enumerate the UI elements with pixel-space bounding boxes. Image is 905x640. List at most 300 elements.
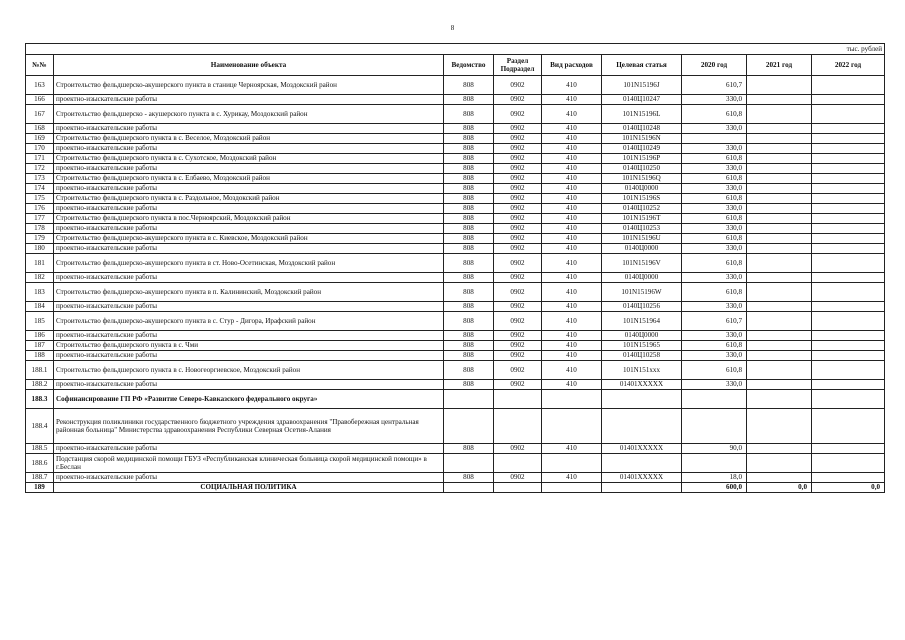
cell-name: проектно-изыскательские работы [54, 244, 444, 254]
header-2022: 2022 год [812, 55, 885, 76]
cell-target-article: 0140Ц0000 [602, 331, 682, 341]
cell-target-article: 101N15196P [602, 154, 682, 164]
table-row [26, 124, 885, 134]
cell-2021 [747, 95, 812, 105]
cell-name: Строительство фельдшерско-акушерского пункта в станице Черноярская, Моздокский район [54, 76, 444, 95]
cell-2021: 0,0 [747, 483, 812, 493]
cell-dept: 808 [444, 331, 494, 341]
cell-target-article [602, 483, 682, 493]
table-row [26, 454, 885, 473]
cell-name: Строительство фельдшерского пункта в с. Елбаево, Моздокский район [54, 174, 444, 184]
cell-2020: 330,0 [682, 144, 747, 154]
cell-name: Реконструкция поликлиники государственного бюджетного учреждения здравоохранения "Правобережная центральная районная больница" Министерства здравоохранения Республики Северная Осетия-Алания [54, 409, 444, 444]
cell-2020 [682, 134, 747, 144]
table-row [26, 214, 885, 224]
cell-dept: 808 [444, 351, 494, 361]
table-row [26, 361, 885, 380]
table-body [26, 76, 885, 493]
cell-2021 [747, 204, 812, 214]
cell-2021 [747, 283, 812, 302]
cell-dept: 808 [444, 76, 494, 95]
cell-section: 0902 [494, 105, 542, 124]
cell-dept: 808 [444, 254, 494, 273]
cell-2021 [747, 234, 812, 244]
cell-expense-type [542, 409, 602, 444]
cell-target-article: 0140Ц10258 [602, 351, 682, 361]
cell-target-article: 101N15196N [602, 134, 682, 144]
cell-expense-type: 410 [542, 312, 602, 331]
cell-2022 [812, 454, 885, 473]
cell-2022 [812, 361, 885, 380]
cell-name: Строительство фельдшерского пункта в с. Раздольное, Моздокский район [54, 194, 444, 204]
cell-num: 172 [26, 164, 54, 174]
cell-name: Строительство фельдшерского пункта в с. Новогеоргиевское, Моздокский район [54, 361, 444, 380]
table-row [26, 312, 885, 331]
cell-2020: 330,0 [682, 273, 747, 283]
cell-target-article: 101N15196Q [602, 174, 682, 184]
cell-2020 [682, 390, 747, 409]
cell-dept: 808 [444, 174, 494, 184]
cell-section: 0902 [494, 174, 542, 184]
cell-2020 [682, 409, 747, 444]
table-row [26, 194, 885, 204]
cell-section: 0902 [494, 283, 542, 302]
units-label: тыс. рублей [54, 44, 885, 55]
cell-target-article [602, 409, 682, 444]
cell-expense-type: 410 [542, 144, 602, 154]
table-row [26, 409, 885, 444]
cell-2022 [812, 302, 885, 312]
table-row [26, 302, 885, 312]
cell-2020: 330,0 [682, 184, 747, 194]
cell-dept: 808 [444, 361, 494, 380]
cell-2020: 610,8 [682, 254, 747, 273]
cell-2020: 330,0 [682, 331, 747, 341]
cell-num: 185 [26, 312, 54, 331]
cell-2021 [747, 341, 812, 351]
cell-2021 [747, 302, 812, 312]
cell-target-article [602, 454, 682, 473]
cell-2021 [747, 174, 812, 184]
cell-target-article: 0140Ц0000 [602, 184, 682, 194]
cell-num: 178 [26, 224, 54, 234]
cell-expense-type: 410 [542, 273, 602, 283]
cell-num: 188.4 [26, 409, 54, 444]
units-row [26, 44, 885, 55]
cell-2021 [747, 214, 812, 224]
cell-name: Строительство фельдшерского пункта в пос.Черноярский, Моздокский район [54, 214, 444, 224]
cell-dept: 808 [444, 95, 494, 105]
cell-name: проектно-изыскательские работы [54, 331, 444, 341]
cell-target-article: 0140Ц10248 [602, 124, 682, 134]
cell-num: 169 [26, 134, 54, 144]
cell-expense-type: 410 [542, 214, 602, 224]
page-number: 8 [450, 24, 455, 32]
cell-2021 [747, 380, 812, 390]
cell-2020: 610,7 [682, 312, 747, 331]
cell-target-article: 101N15196J [602, 76, 682, 95]
cell-dept: 808 [444, 380, 494, 390]
cell-expense-type: 410 [542, 224, 602, 234]
cell-name: проектно-изыскательские работы [54, 302, 444, 312]
table-row [26, 224, 885, 234]
cell-num: 174 [26, 184, 54, 194]
cell-num: 179 [26, 234, 54, 244]
cell-name: Строительство фельдшерско-акушерского пункта в п. Калининский, Моздокский район [54, 283, 444, 302]
cell-target-article: 0140Ц10256 [602, 302, 682, 312]
cell-name: проектно-изыскательские работы [54, 204, 444, 214]
cell-2022 [812, 341, 885, 351]
cell-2022 [812, 224, 885, 234]
cell-target-article: 101N15196U [602, 234, 682, 244]
cell-2022: 0,0 [812, 483, 885, 493]
table-row [26, 76, 885, 95]
cell-expense-type: 410 [542, 331, 602, 341]
cell-name: Строительство фельдшерского пункта в с. Чми [54, 341, 444, 351]
cell-2020: 610,8 [682, 361, 747, 380]
cell-num: 166 [26, 95, 54, 105]
cell-num: 182 [26, 273, 54, 283]
cell-dept: 808 [444, 144, 494, 154]
cell-2020: 610,8 [682, 341, 747, 351]
cell-target-article: 0140Ц10247 [602, 95, 682, 105]
cell-section: 0902 [494, 194, 542, 204]
cell-num: 187 [26, 341, 54, 351]
cell-section: 0902 [494, 444, 542, 454]
cell-name: Строительство фельдшерско-акушерского пункта в с. Стур - Дигора, Ирафский район [54, 312, 444, 331]
table-row [26, 283, 885, 302]
cell-2021 [747, 124, 812, 134]
cell-2021 [747, 194, 812, 204]
cell-2021 [747, 154, 812, 164]
cell-expense-type: 410 [542, 254, 602, 273]
cell-name: проектно-изыскательские работы [54, 124, 444, 134]
cell-2020: 330,0 [682, 95, 747, 105]
table-row [26, 351, 885, 361]
cell-2022 [812, 95, 885, 105]
cell-expense-type: 410 [542, 204, 602, 214]
cell-target-article: 0140Ц0000 [602, 244, 682, 254]
cell-dept: 808 [444, 473, 494, 483]
header-name: Наименование объекта [54, 55, 444, 76]
cell-dept: 808 [444, 224, 494, 234]
cell-section: 0902 [494, 351, 542, 361]
cell-target-article: 0140Ц10252 [602, 204, 682, 214]
cell-num: 188 [26, 351, 54, 361]
cell-2021 [747, 105, 812, 124]
cell-num: 167 [26, 105, 54, 124]
cell-dept: 808 [444, 184, 494, 194]
cell-section [494, 483, 542, 493]
cell-num: 188.3 [26, 390, 54, 409]
cell-name: Строительство фельдшерско-акушерского пункта в ст. Ново-Осетинская, Моздокский район [54, 254, 444, 273]
cell-2021 [747, 312, 812, 331]
budget-table [25, 43, 885, 493]
cell-dept: 808 [444, 194, 494, 204]
table-row [26, 380, 885, 390]
cell-name: проектно-изыскательские работы [54, 95, 444, 105]
cell-2022 [812, 204, 885, 214]
cell-num: 177 [26, 214, 54, 224]
cell-num: 183 [26, 283, 54, 302]
cell-num: 189 [26, 483, 54, 493]
cell-section: 0902 [494, 273, 542, 283]
cell-num: 171 [26, 154, 54, 164]
cell-num: 184 [26, 302, 54, 312]
table-row [26, 144, 885, 154]
cell-name: проектно-изыскательские работы [54, 164, 444, 174]
cell-2022 [812, 164, 885, 174]
cell-2020 [682, 454, 747, 473]
cell-2020: 610,8 [682, 174, 747, 184]
cell-2021 [747, 164, 812, 174]
cell-name: Строительство фельдшерско-акушерского пункта в с. Киевское, Моздокский район [54, 234, 444, 244]
header-section: Раздел Подраздел [494, 55, 542, 76]
cell-name: проектно-изыскательские работы [54, 473, 444, 483]
cell-section: 0902 [494, 361, 542, 380]
cell-2022 [812, 351, 885, 361]
cell-2022 [812, 214, 885, 224]
cell-num: 188.5 [26, 444, 54, 454]
cell-target-article: 101N15196L [602, 105, 682, 124]
header-expense-type: Вид расходов [542, 55, 602, 76]
table-row [26, 164, 885, 174]
cell-num: 170 [26, 144, 54, 154]
cell-2020: 610,8 [682, 234, 747, 244]
header-num: №№ [26, 55, 54, 76]
cell-dept: 808 [444, 154, 494, 164]
cell-num: 188.1 [26, 361, 54, 380]
table-row [26, 341, 885, 351]
cell-2020: 18,0 [682, 473, 747, 483]
cell-2020: 600,0 [682, 483, 747, 493]
cell-dept: 808 [444, 124, 494, 134]
cell-dept: 808 [444, 234, 494, 244]
table-row [26, 95, 885, 105]
cell-expense-type: 410 [542, 380, 602, 390]
cell-section: 0902 [494, 124, 542, 134]
cell-num: 180 [26, 244, 54, 254]
cell-dept [444, 390, 494, 409]
cell-section: 0902 [494, 134, 542, 144]
cell-target-article: 0140Ц10253 [602, 224, 682, 234]
cell-dept: 808 [444, 204, 494, 214]
cell-2021 [747, 409, 812, 444]
cell-2022 [812, 144, 885, 154]
cell-num: 188.2 [26, 380, 54, 390]
cell-2021 [747, 273, 812, 283]
cell-2022 [812, 444, 885, 454]
cell-expense-type: 410 [542, 361, 602, 380]
cell-2022 [812, 174, 885, 184]
cell-2021 [747, 144, 812, 154]
cell-section: 0902 [494, 154, 542, 164]
cell-num: 188.7 [26, 473, 54, 483]
cell-expense-type: 410 [542, 302, 602, 312]
cell-num: 175 [26, 194, 54, 204]
cell-name: проектно-изыскательские работы [54, 444, 444, 454]
cell-2020: 330,0 [682, 204, 747, 214]
cell-section: 0902 [494, 302, 542, 312]
cell-2020: 610,8 [682, 154, 747, 164]
cell-expense-type [542, 454, 602, 473]
cell-name: СОЦИАЛЬНАЯ ПОЛИТИКА [54, 483, 444, 493]
cell-2020: 330,0 [682, 302, 747, 312]
cell-section: 0902 [494, 254, 542, 273]
cell-expense-type: 410 [542, 444, 602, 454]
cell-name: проектно-изыскательские работы [54, 224, 444, 234]
cell-section: 0902 [494, 331, 542, 341]
cell-num: 188.6 [26, 454, 54, 473]
cell-section: 0902 [494, 204, 542, 214]
cell-2022 [812, 244, 885, 254]
cell-expense-type: 410 [542, 95, 602, 105]
header-2021: 2021 год [747, 55, 812, 76]
cell-target-article: 01401XXXXX [602, 380, 682, 390]
cell-dept: 808 [444, 105, 494, 124]
cell-2021 [747, 454, 812, 473]
cell-target-article: 0140Ц10250 [602, 164, 682, 174]
cell-dept: 808 [444, 341, 494, 351]
cell-dept [444, 409, 494, 444]
cell-expense-type: 410 [542, 134, 602, 144]
table-row [26, 234, 885, 244]
cell-section: 0902 [494, 214, 542, 224]
cell-2020: 610,8 [682, 214, 747, 224]
cell-2022 [812, 234, 885, 244]
header-target-article: Целевая статья [602, 55, 682, 76]
table-row [26, 390, 885, 409]
cell-target-article: 101N15196S [602, 194, 682, 204]
cell-expense-type: 410 [542, 341, 602, 351]
cell-2020: 330,0 [682, 351, 747, 361]
table-row [26, 254, 885, 273]
cell-2020: 610,8 [682, 105, 747, 124]
table-row [26, 244, 885, 254]
cell-2021 [747, 473, 812, 483]
cell-target-article: 101N151965 [602, 341, 682, 351]
cell-section: 0902 [494, 164, 542, 174]
table-row [26, 483, 885, 493]
cell-expense-type: 410 [542, 105, 602, 124]
table-row [26, 204, 885, 214]
cell-2021 [747, 390, 812, 409]
cell-expense-type: 410 [542, 174, 602, 184]
cell-section: 0902 [494, 473, 542, 483]
cell-2022 [812, 390, 885, 409]
cell-section: 0902 [494, 184, 542, 194]
cell-section: 0902 [494, 95, 542, 105]
cell-expense-type: 410 [542, 194, 602, 204]
cell-section [494, 454, 542, 473]
cell-expense-type: 410 [542, 473, 602, 483]
cell-dept: 808 [444, 164, 494, 174]
cell-expense-type: 410 [542, 76, 602, 95]
cell-expense-type: 410 [542, 154, 602, 164]
cell-name: Строительство фельдшерско - акушерского пункта в с. Хурикау, Моздокский район [54, 105, 444, 124]
cell-dept: 808 [444, 214, 494, 224]
cell-name: Софинансирование ГП РФ «Развитие Северо-Кавказского федерального округа» [54, 390, 444, 409]
cell-2022 [812, 124, 885, 134]
cell-2020: 90,0 [682, 444, 747, 454]
cell-dept: 808 [444, 444, 494, 454]
cell-target-article: 101N15196T [602, 214, 682, 224]
cell-2020: 330,0 [682, 164, 747, 174]
cell-2022 [812, 134, 885, 144]
cell-target-article: 101N15196W [602, 283, 682, 302]
cell-2020: 610,8 [682, 283, 747, 302]
cell-num: 173 [26, 174, 54, 184]
cell-2022 [812, 473, 885, 483]
cell-target-article: 0140Ц0000 [602, 273, 682, 283]
cell-name: проектно-изыскательские работы [54, 144, 444, 154]
cell-2021 [747, 361, 812, 380]
cell-section: 0902 [494, 380, 542, 390]
cell-dept [444, 483, 494, 493]
table-row [26, 444, 885, 454]
cell-expense-type: 410 [542, 164, 602, 174]
cell-2021 [747, 331, 812, 341]
cell-2020: 330,0 [682, 380, 747, 390]
cell-2020: 330,0 [682, 244, 747, 254]
cell-2020: 610,7 [682, 76, 747, 95]
cell-dept: 808 [444, 283, 494, 302]
cell-target-article: 101N15196V [602, 254, 682, 273]
cell-dept [444, 454, 494, 473]
cell-num: 168 [26, 124, 54, 134]
cell-dept: 808 [444, 312, 494, 331]
table-row [26, 273, 885, 283]
cell-name: Строительство фельдшерского пункта в с. Веселое, Моздокский район [54, 134, 444, 144]
cell-2022 [812, 283, 885, 302]
table-row [26, 134, 885, 144]
cell-2022 [812, 105, 885, 124]
cell-name: проектно-изыскательские работы [54, 273, 444, 283]
cell-target-article: 101N151xxx [602, 361, 682, 380]
cell-expense-type [542, 390, 602, 409]
cell-dept: 808 [444, 302, 494, 312]
cell-target-article: 01401XXXXX [602, 473, 682, 483]
cell-2022 [812, 154, 885, 164]
cell-section [494, 409, 542, 444]
table-row [26, 105, 885, 124]
cell-2021 [747, 254, 812, 273]
cell-2022 [812, 254, 885, 273]
cell-section: 0902 [494, 144, 542, 154]
cell-2021 [747, 184, 812, 194]
table-row [26, 331, 885, 341]
cell-2022 [812, 273, 885, 283]
cell-section: 0902 [494, 224, 542, 234]
cell-name: Подстанция скорой медицинской помощи ГБУЗ «Республиканская клиническая больница скорой медицинской помощи» в г.Беслан [54, 454, 444, 473]
cell-name: Строительство фельдшерского пункта в с. Сухотское, Моздокский район [54, 154, 444, 164]
cell-2021 [747, 76, 812, 95]
header-row [26, 55, 885, 76]
cell-2022 [812, 194, 885, 204]
cell-num: 163 [26, 76, 54, 95]
cell-section [494, 390, 542, 409]
cell-dept: 808 [444, 244, 494, 254]
cell-section: 0902 [494, 341, 542, 351]
cell-2020: 610,8 [682, 194, 747, 204]
cell-2022 [812, 76, 885, 95]
cell-target-article [602, 390, 682, 409]
cell-name: проектно-изыскательские работы [54, 184, 444, 194]
cell-dept: 808 [444, 273, 494, 283]
cell-expense-type: 410 [542, 184, 602, 194]
cell-name: проектно-изыскательские работы [54, 351, 444, 361]
cell-2022 [812, 409, 885, 444]
